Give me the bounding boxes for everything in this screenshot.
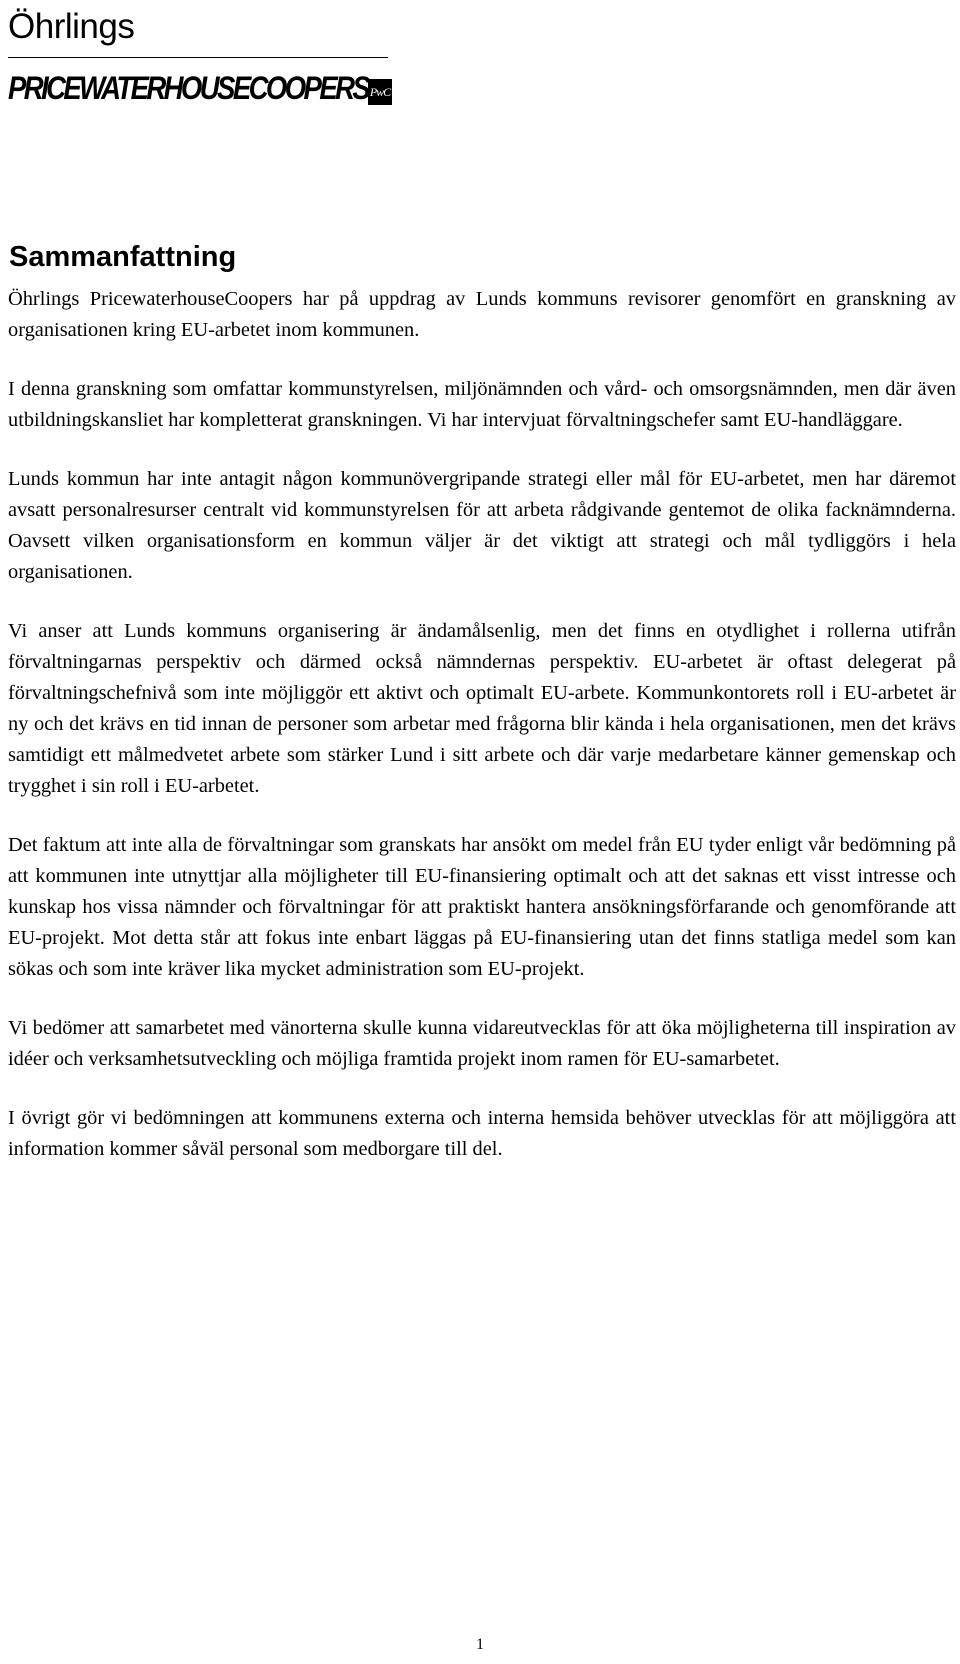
page-number: 1 [476,1636,484,1653]
paragraph: Lunds kommun har inte antagit någon kommunövergripande strategi eller mål för EU-arbetet, men har däremot avsatt personalresurser centralt vid kommunstyrelsen för att arbeta rådgivande gentemot de olika facknämnderna. Oavsett vilken organisationsform en kommun väljer är det viktigt att strategi och mål tydliggörs i hela organisationen. [8,468,956,583]
logo-ohrlings-text: Öhrlings [8,7,135,46]
logo-divider [8,57,388,58]
paragraph: I denna granskning som omfattar kommunstyrelsen, miljönämnden och vård- och omsorgsnämnden, men där även utbildningskansliet har kompletterat granskningen. Vi har intervjuat förvaltningschefer samt EU-handläggare. [8,378,956,431]
logo-mark-icon: PwC [368,79,392,105]
paragraph: Vi anser att Lunds kommuns organisering är ändamålsenlig, men det finns en otydlighet i rollerna utifrån förvaltningarnas perspektiv och därmed också nämndernas perspektiv. EU-arbetet är oftast delegerat på förvaltningschefnivå som inte möjliggör ett aktivt och optimalt EU-arbete. Kommunkontorets roll i EU-arbetet är ny och det krävs en tid innan de personer som arbetar med frågorna blir kända i hela organisationen, men det krävs samtidigt ett målmedvetet arbete som stärker Lund i sitt arbete och där varje medarbetare känner gemenskap och trygghet i sin roll i EU-arbetet. [8,620,956,797]
paragraph: Det faktum att inte alla de förvaltningar som granskats har ansökt om medel från EU tyder enligt vår bedömning på att kommunen inte utnyttjar alla möjligheter till EU-finansiering optimalt och att det saknas ett visst intresse och kunskap hos vissa nämnder och förvaltningar för att praktiskt hantera ansökningsförfarande och genomförande att EU-projekt. Mot detta står att fokus inte enbart läggas på EU-finansiering utan det finns statliga medel som kan sökas och som inte kräver lika mycket administration som EU-projekt. [8,834,956,980]
paragraph: Öhrlings PricewaterhouseCoopers har på uppdrag av Lunds kommuns revisorer genomfört en granskning av organisationen kring EU-arbetet inom kommunen. [8,288,956,341]
pwc-logo [8,0,391,106]
logo-brand-text: PRICEWATERHOUSECOOPERS [8,70,369,106]
paragraph: Vi bedömer att samarbetet med vänorterna skulle kunna vidareutvecklas för att öka möjligheterna till inspiration av idéer och verksamhetsutveckling och möjliga framtida projekt inom ramen för EU-samarbetet. [8,1017,956,1070]
section-heading: Sammanfattning [9,241,237,273]
paragraph: I övrigt gör vi bedömningen att kommunens externa och interna hemsida behöver utvecklas för att möjliggöra att information kommer såväl personal som medborgare till del. [8,1107,956,1160]
document-body [8,240,956,1193]
